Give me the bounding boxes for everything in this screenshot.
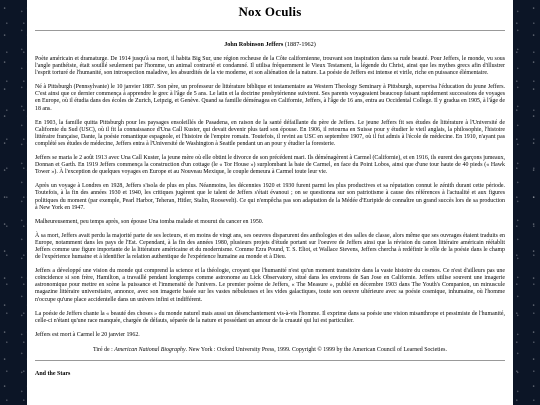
paragraph-birth: Né à Pittsburgh (Pennsylvanie) le 10 janvier 1887. Son père, un professeur de littérature biblique et testamentaire au Western Theology Seminary à Pittsburgh, supervisa l'éducation du jeune Jeffers. C'est ainsi que ce dernier commença à apprendre le grec à l'âge de 5 ans. Le latin et la doctrine presbytérienne suivirent. Ses parents voyageaient beaucoup faisant rapidement successions de voyages en Europe, où il étudia dans des écoles de Zurich, Leipzig, et Genève. Quand sa famille déménagea en Californie, Jeffers, à l'âge de 16 ans, entra au Occidental College. Il y gradua en 1905, à l'âge de 18 ans. xyxy=(35,84,505,112)
paragraph-poetry: La poésie de Jeffers chante la « beauté des choses » du monde naturel mais aussi un désenchantement vis-à-vis l'homme. Il exprime dans sa poésie une vision misanthrope et pessimiste de l'humanité, celle-ci n'étant qu'une race manquée, chargée de défauts, séparée de la nature et possédant un amour de la cruauté qui lui est particulier. xyxy=(35,310,505,324)
paragraph-death: Jeffers est mort à Carmel le 20 janvier 1962. xyxy=(35,331,140,338)
source-citation xyxy=(35,347,505,353)
page-title: Nox Oculis xyxy=(238,4,302,19)
paragraph-intro: Poète américain et dramaturge. De 1914 jusqu'à sa mort, il habita Big Sur, une région rocheuse de la Côte californienne, trouvant son inspiration dans sa rude beauté. Pour Jeffers, le monde, vu sous l'angle panthéiste, était souillé seulement par l'homme, un animal contrarié et condamné. Il utilisa fréquemment le Vieux Testament, la légende du Christ, ainsi que les mythes grecs afin d'illustrer l'esprit torturé de l'humanité, son introspection maladive, les absurdités de la vie moderne, et son aliénation de la nature. La poésie de Jeffers est intense et virile, riche en puissance élémentaire. xyxy=(35,56,505,77)
author-dates: (1887-1962) xyxy=(284,41,316,48)
paragraph-marriage: Jeffers se maria le 2 août 1913 avec Una Call Kuster, la jeune mère où elle obtint le divorce de son précédent mari. Ils déménagèrent à Carmel (Californie), et en 1916, ils eurent des garçons jumeaux, Donnan et Garth. En 1919 Jeffers commença la construction d'un cottage (le « Tor House ») surplombant la baie de Carmel, en face du Point Lobos, ainsi que d'une tour haute de 40 pieds (« Hawk Tower »). À l'exception de quelques voyages en Europe et au Nouveau Mexique, le couple demeura à Carmel toute leur vie. xyxy=(35,155,505,176)
next-section-heading: And the Stars xyxy=(35,370,71,377)
document-page xyxy=(27,0,513,405)
author-name: John Robinson Jeffers xyxy=(224,41,284,48)
paragraph-una: Malheureusement, peu temps après, son épouse Una tomba malade et mourut du cancer en 1950. xyxy=(35,218,264,225)
source-title: American National Biography xyxy=(114,346,186,353)
author-heading xyxy=(35,41,505,48)
paragraph-legacy: À sa mort, Jeffers avait perdu la majorité parte de ses lecteurs, et en moins de vingt ans, ses oeuvres disparurent des anthologies et des salles de classe, alors même que ses ouvrages étaient traduits en Europe, notamment dans les pays de l'Est. Cependant, à la fin des années 1980, plusieurs projets d'étude portant sur l'oeuvre de Jeffers ainsi que la révision du canon littéraire américain réétablit Jeffers comme une figure importante de la littérature américaine et du modernisme. Comme Ezra Pound, T. S. Eliot, et Wallace Stevens, Jeffers chercha à redéfinir le rôle de la poésie dans le champ de l'expérience humaine et à identifier la relation authentique de l'expérience humaine au monde et à Dieu. xyxy=(35,232,505,261)
source-rest: . New York : Oxford University Press, 1999. Copyright © 1999 by the American Council of Learned Societies. xyxy=(185,346,447,353)
source-prefix: Tiré de : xyxy=(93,346,113,353)
document-body xyxy=(27,4,513,377)
paragraph-career: Après un voyage à Londres en 1928, Jeffers s'isola de plus en plus. Néanmoins, les décennies 1920 et 1930 furent parmi les plus productives et sa réputation connut le zénith durant cette période. Toutefois, à la fin des années 1930 et 1940, les critiques jugèrent que le talent de Jeffers s'était évanoui ; on se questionna sur son patriotisme à cause des références à l'actualité et aux figures politiques du moment (par exemple, Pearl Harbor, Teheran, Hitler, Stalin, Roosevelt). Ce qui n'empêcha pas son adaptation de la Médée d'Euripide de connaître un grand succès lors de sa production à New York en 1947. xyxy=(35,183,505,211)
title-divider xyxy=(35,30,505,31)
paragraph-cosmos: Jeffers a développé une vision du monde qui comprend la science et la théologie, croyant que l'humanité n'est qu'un moment transitoire dans la vaste histoire du cosmos. Ce n'est d'ailleurs pas une coïncidence si son frère, Hamilton, a travaillé pendant longtemps comme astronome au Lick Observatory, situé dans les environs de San Jose en Californie. Jeffers utilise souvent une imagerie astronomique pour mettre en scène la puissance et l'immensité de l'univers. Le premier poème de Jeffers, « The Measure », publié en décembre 1903 dans The Youth's Companion, un minuscule magazine littéraire universitaire, annonce, avec son imagerie basée sur les vastes nébuleuses et les vides galactiques, toute son oeuvre ultérieure avec sa poésie cosmique, inhumaine, où l'homme n'occupe qu'une place accidentelle dans un univers infini et indifférent. xyxy=(35,268,505,303)
paragraph-education: En 1903, la famille quitta Pittsburgh pour les paysages ensoleillés de Pasadena, en raison de la santé défaillante du père de Jeffers. Le jeune Jeffers fit ses études de littérature à l'Université de Californie du Sud (USC), où il fit la connaissance d'Una Call Kuster, qui devait devenir plus tard son épouse. En 1906, il retourna en Suisse pour y étudier le vieil anglais, la philosophie, l'histoire littéraire française, Dante, la poésie romantique espagnole, et l'histoire de l'empire romain. Toutefois, il revint au USC en septembre 1907, où il fut admis à l'école de médecine. En 1910, n'ayant pas complété ses études de médecine, Jeffers entra à l'Université de Washington à Seattle pendant un an pour y étudier la foresterie. xyxy=(35,119,505,147)
section-divider xyxy=(35,360,505,361)
